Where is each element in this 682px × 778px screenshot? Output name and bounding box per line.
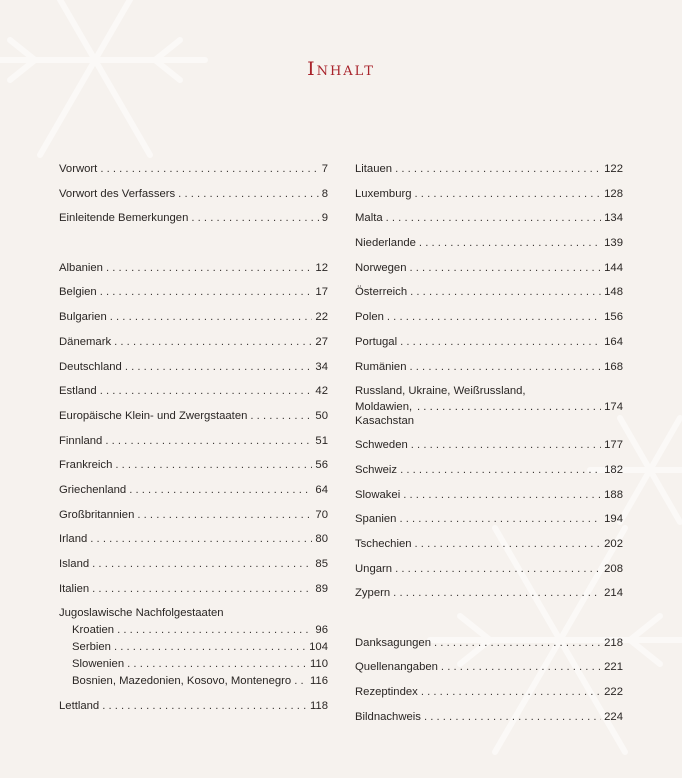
toc-entry[interactable]: Lettland . . . 118 [59, 699, 328, 724]
toc-entry[interactable]: Griechenland . . . 64 [59, 483, 328, 508]
toc-entry[interactable]: Zypern . . . 214 [355, 586, 623, 611]
toc-entry[interactable]: Schweiz . . . 182 [355, 463, 623, 488]
toc-entry[interactable]: Bildnachweis . . . 224 [355, 710, 623, 735]
toc-entry[interactable]: Niederlande . . . 139 [355, 236, 623, 261]
toc-subentry[interactable]: Slowenien . . . 110 [59, 657, 328, 674]
toc-entry[interactable]: Schweden . . . 177 [355, 438, 623, 463]
toc-entry[interactable]: Polen . . . 156 [355, 310, 623, 335]
toc-entry[interactable]: Österreich . . . 148 [355, 285, 623, 310]
toc-entry[interactable]: Finnland . . . 51 [59, 434, 328, 459]
toc-entry[interactable]: Italien . . . 89 [59, 582, 328, 607]
toc-left-column [59, 162, 328, 724]
toc-entry[interactable]: Großbritannien . . . 70 [59, 508, 328, 533]
toc-entry[interactable]: Rumänien . . . 168 [355, 360, 623, 385]
toc-subentry[interactable]: Kroatien . . . 96 [59, 623, 328, 640]
toc-entry[interactable]: Slowakei . . . 188 [355, 488, 623, 513]
toc-entry[interactable]: Portugal . . . 164 [355, 335, 623, 360]
toc-entry[interactable]: Rezeptindex . . . 222 [355, 685, 623, 710]
toc-entry[interactable]: Albanien . . . 12 [59, 261, 328, 286]
toc-subentry[interactable]: Serbien . . . 104 [59, 640, 328, 657]
toc-entry[interactable]: Ungarn . . . 208 [355, 562, 623, 587]
toc-entry[interactable]: Norwegen . . . 144 [355, 261, 623, 286]
toc-entry[interactable]: Litauen . . . 122 [355, 162, 623, 187]
toc-entry[interactable]: Island . . . 85 [59, 557, 328, 582]
toc-entry[interactable]: Malta . . . 134 [355, 211, 623, 236]
toc-entry[interactable]: Bulgarien . . . 22 [59, 310, 328, 335]
toc-group-heading: Jugoslawische Nachfolgestaaten [59, 607, 224, 620]
toc-entry[interactable]: Einleitende Bemerkungen . . . 9 [59, 211, 328, 236]
toc-entry[interactable]: Dänemark . . . 27 [59, 335, 328, 360]
toc-entry[interactable]: Belgien . . . 17 [59, 285, 328, 310]
toc-right-column [355, 162, 623, 734]
toc-subentry[interactable]: Bosnien, Mazedonien, Kosovo, Montenegro . . . 116 [59, 674, 328, 691]
toc-entry[interactable]: Deutschland . . . 34 [59, 360, 328, 385]
toc-entry[interactable]: Spanien . . . 194 [355, 512, 623, 537]
page-title: Inhalt [307, 58, 375, 80]
toc-entry[interactable]: Quellenangaben . . . 221 [355, 660, 623, 685]
toc-entry[interactable]: Vorwort . . . 7 [59, 162, 328, 187]
toc-entry[interactable]: Tschechien . . . 202 [355, 537, 623, 562]
toc-entry[interactable]: Europäische Klein- und Zwergstaaten . . . 50 [59, 409, 328, 434]
toc-entry-multiline[interactable]: Russland, Ukraine, Weißrussland, Moldawien, Kasachstan . . . 174 [355, 384, 623, 428]
toc-entry[interactable]: Estland . . . 42 [59, 384, 328, 409]
toc-entry[interactable]: Irland . . . 80 [59, 532, 328, 557]
toc-entry[interactable]: Luxemburg . . . 128 [355, 187, 623, 212]
toc-entry[interactable]: Vorwort des Verfassers . . . 8 [59, 187, 328, 212]
toc-entry[interactable]: Danksagungen . . . 218 [355, 636, 623, 661]
toc-entry[interactable]: Frankreich . . . 56 [59, 458, 328, 483]
